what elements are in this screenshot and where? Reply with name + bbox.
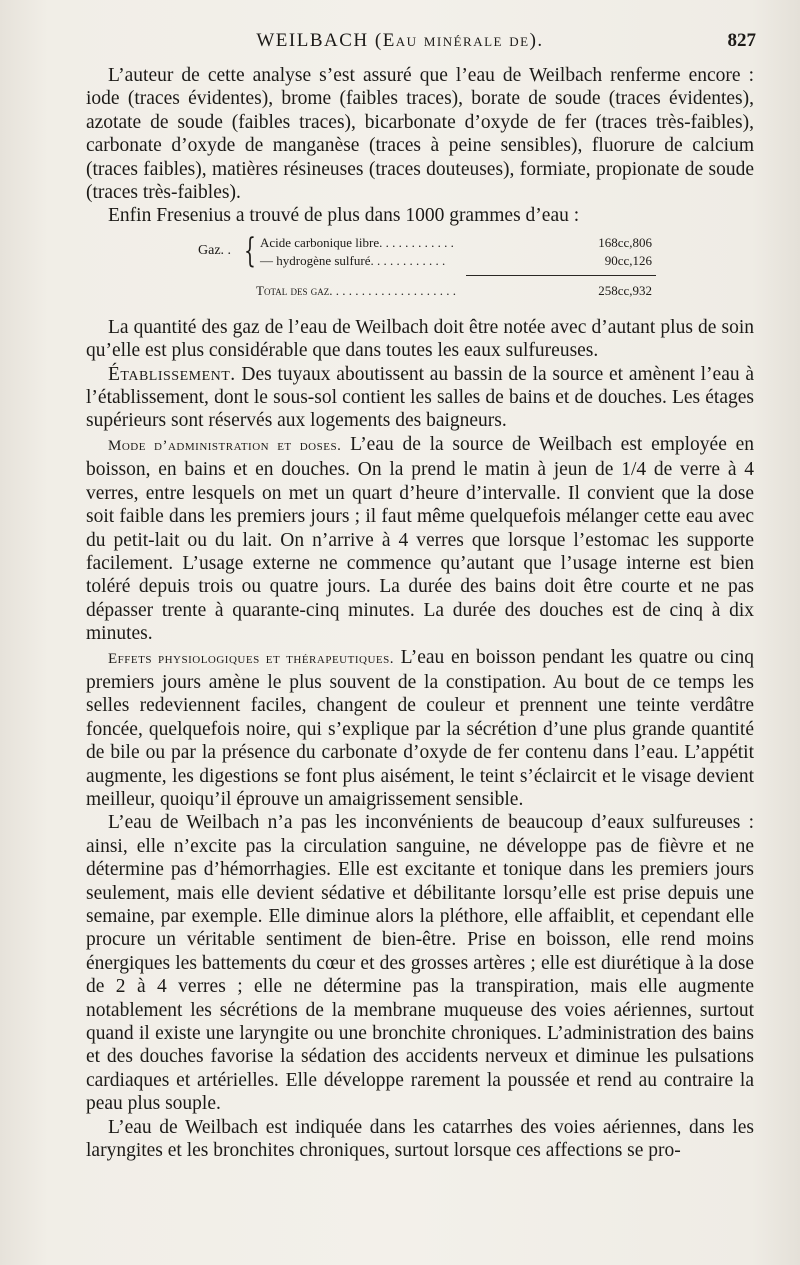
page-number: 827 <box>727 30 756 51</box>
section-text: L’eau de la source de Weilbach est employée en boisson, en bains et en douches. On la prend le matin à jeun de 1/4 de verre à 4 verres, entre lesquels on met un quart d’heure d’intervalle. Il convient que la dose soit faible dans les premiers jours ; il faut même quelquefois mélanger cette eau avec du petit-lait ou du lait. On n’arrive à 4 verres que lorsque l’estomac les supporte facilement. L’usage externe ne commence qu’autant que l’usage interne est bien toléré depuis trois ou quatre jours. La durée des bains doit être courte et ne pas dépasser trente à quarante-cinq minutes. La durée des douches est de cinq à dix minutes. <box>86 433 755 645</box>
total-rule <box>466 275 656 276</box>
title-end: ). <box>529 30 544 51</box>
gas-value: 168cc,806 <box>598 234 652 250</box>
paragraph-inconvenients: L’eau de Weilbach n’a pas les inconvénients de beaucoup d’eaux sulfureuses : ainsi, elle n’excite pas la circulation sanguine, ne développe pas de fièvre et ne détermine pas d’hémorrhagies. Elle est excitante et tonique dans les premiers jours seulement, mais elle devient sédative et débilitante lorsqu’elle est prise depuis une semaine, par exemple. Elle diminue alors la pléthore, elle affaiblit, et cependant elle procure un véritable sentiment de bien-être. Prise en boisson, elle rend moins énergiques les battements du cœur et des grosses artères ; elle est diurétique à la dose de 2 à 4 verres ; elle ne détermine pas la transpiration, mais elle augmente notablement les sécrétions de la membrane muqueuse des voies aériennes, surtout quand il existe une laryngite ou une bronchite chroniques. L’administration des bains et des douches favorise la sédation des accidents nerveux et diminue les pulsations cardiaques et artérielles. Elle développe rarement la poussée et rend au contraire la peau plus souple. <box>86 812 754 1115</box>
paragraph-fresenius: Enfin Fresenius a trouvé de plus dans 1000 grammes d’eau : <box>108 205 580 227</box>
paragraph-indications: L’eau de Weilbach est indiquée dans les catarrhes des voies aériennes, dans les laryngites et les bronchites chroniques, surtout lorsque ces affections se pro- <box>86 1116 754 1162</box>
paragraph-gas-quantity: La quantité des gaz de l’eau de Weilbach doit être notée avec d’autant plus de soin qu’elle est plus considérable que dans toutes les eaux sulfureuses. <box>86 316 754 362</box>
section-lead: Mode d’administration et doses. <box>108 437 342 454</box>
title-subtitle: Eau minérale de <box>382 30 530 51</box>
running-header <box>0 30 800 58</box>
gas-total-value: 258cc,932 <box>598 282 652 298</box>
paragraph-effets <box>86 646 754 812</box>
section-lead: Effets physiologiques et thérapeutiques. <box>108 650 394 667</box>
paragraph-analysis: L’auteur de cette analyse s’est assuré que l’eau de Weilbach renferme encore : iode (traces évidentes), brome (faibles traces), borate de soude (traces évidentes), azotate de soude (faibles traces), bicarbonate d’oxyde de fer (traces très-faibles), carbonate d’oxyde de manganèse (traces à peine sensibles), fluorure de calcium (traces faibles), matières résineuses (traces douteuses), formiate, propionate de soude (traces très-faibles). <box>86 65 754 204</box>
gas-total-row <box>256 282 652 300</box>
paragraph-mode <box>86 433 754 646</box>
gas-row <box>260 252 652 270</box>
page-body <box>86 64 754 1162</box>
gas-row <box>260 234 652 252</box>
title-main: WEILBACH ( <box>256 30 383 51</box>
gas-name: — hydrogène sulfuré. . . . . . . . . . . . <box>260 252 446 268</box>
gas-label: Gaz. . <box>198 242 232 258</box>
section-text: Des tuyaux aboutissent au bassin de la source et amènent l’eau à l’établissement, dont le sous-sol contient les salles de bains et de douches. Les étages supérieurs sont réservés aux logements des baigneurs. <box>86 363 754 432</box>
section-lead: Établissement. <box>108 363 236 385</box>
page-title <box>0 30 800 52</box>
gas-value: 90cc,126 <box>604 252 652 268</box>
gas-name: Acide carbonique libre. . . . . . . . . . . . <box>260 234 454 250</box>
paragraph-etablissement <box>86 363 754 433</box>
section-text: L’eau en boisson pendant les quatre ou cinq premiers jours amène le plus souvent de la constipation. Au bout de ce temps les selles redeviennent faciles, changent de couleur et prennent une teinte verdâtre foncée, quelquefois noire, qui s’explique par la sécrétion d’une plus grande quantité de bile ou par la présence du carbonate d’oxyde de fer contenu dans l’eau. L’appétit augmente, les digestions se font plus aisément, le teint s’éclaircit et le visage devient meilleur, quoiqu’il éprouve un amaigrissement sensible. <box>86 646 755 810</box>
gas-table <box>86 230 754 312</box>
gas-total-label: Total des gaz. . . . . . . . . . . . . . . . . . . . <box>256 282 456 298</box>
brace-icon: { <box>244 230 256 271</box>
